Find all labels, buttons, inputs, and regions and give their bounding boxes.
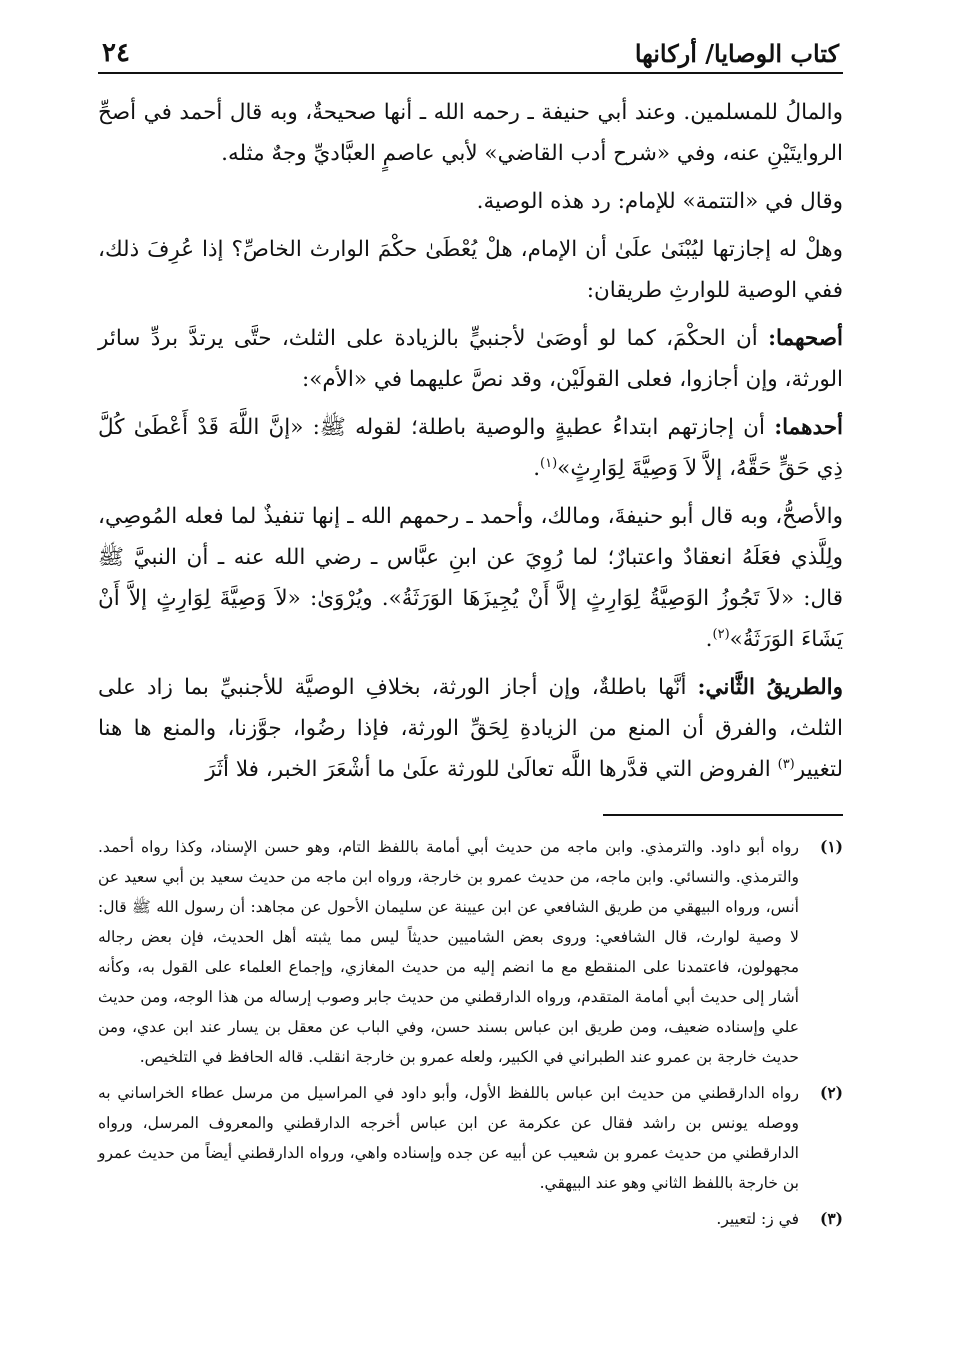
footnote-divider xyxy=(603,814,843,816)
footnote-text: رواه الدارقطني من حديث ابن عباس باللفظ الأول، وأبو داود في المراسيل من مرسل عطاء الخراساني به ووصله يونس بن راشد فقال عن عكرمة عن ابن عباس أخرجه الدارقطني والمعروف المرسل، ورواه الدارقطني من حديث عمرو بن شعيب عن أبيه عن جده وإسناده واهي، ورواه الدارقطني أيضاً من حديث عمرو بن خارجة باللفظ الثاني وهو عند البيهقي. xyxy=(98,1084,799,1192)
footnote-number: (٢) xyxy=(819,1083,843,1102)
paragraph-lead: والطريقُ الثَّاني: xyxy=(697,675,843,700)
paragraph-lead: أحدهما: xyxy=(774,415,843,440)
footnote-ref[interactable]: (١) xyxy=(540,455,558,471)
paragraph-tail: الفروض التي قدَّرها اللَّه تعالَىٰ للورثة علَىٰ ما أشْعَرَ الخبر، فلا أثَرَ xyxy=(205,757,778,782)
paragraph xyxy=(98,318,843,400)
paragraph xyxy=(98,407,843,489)
main-text xyxy=(98,92,843,790)
paragraph-text: أن الحكْمَ، كما لو أوصَىٰ لأجنبيٍّ بالزيادة على الثلث، حتَّى يرتدَّ بردِّ سائر الورثة، وإن أجازوا، فعلى القولَيْن، وقد نصَّ عليهما في «الأم»: xyxy=(98,326,843,392)
footnote-text: رواه أبو داود. والترمذي. وابن ماجه من حديث أبي أمامة باللفظ التام، وهو حسن الإسناد، وكذا رواه أحمد. والترمذي. والنسائي. وابن ماجه، من حديث عمرو بن خارجة، ورواه ابن ماجه من حديث سعيد بن أبي سعيد عن أنس، ورواه البيهقي من طريق الشافعي عن ابن عيينة عن سليمان الأحول عن مجاهد: أن رسول الله ﷺ قال: لا وصية لوارث، قال الشافعي: وروى بعض الشاميين حديثاً ليس مما يثبته أهل الحديث، فإن بعض رجاله مجهولون، فاعتمدنا على المنقطع مع ما انضم إليه من حديث المغازي، وإجماع العلماء على القول به، وكأنه أشار إلى حديث أبي أمامة المتقدم، ورواه الدارقطني من حديث جابر وصوب إرساله من هذا الوجه، ومن حديث علي وإسناده ضعيف، ومن طريق ابن عباس بسند حسن، وفي الباب عن معقل بن يسار عند ابن عدي، ومن حديث خارجة بن عمرو عند الطبراني في الكبير، ولعله عمرو بن خارجة انقلب. قاله الحافظ في التلخيص. xyxy=(98,838,799,1066)
page-number: ٢٤ xyxy=(102,38,130,68)
page-header xyxy=(98,30,843,74)
footnote xyxy=(98,1078,843,1198)
footnote xyxy=(98,832,843,1072)
paragraph-text: وهلْ له إجازتها ليُبْنَىٰ علَىٰ أن الإمام، هلْ يُعْطَىٰ حكْمَ الوارث الخاصِّ؟ إذا عُرِفَ ذلك، ففي الوصية للوارثِ طريقان: xyxy=(98,237,843,303)
paragraph-text: أن إجازتهم ابتداءُ عطيةٍ والوصية باطلة؛ لقوله ﷺ: «إنَّ اللَّهَ قَدْ أَعْطَىٰ كُلَّ ذِي حَقٍّ حَقَّهُ، إلاَّ لاَ وَصِيَّةَ لِوَارِثٍ» xyxy=(98,415,843,481)
paragraph-text: والمالُ للمسلمين. وعند أبي حنيفة ـ رحمه الله ـ أنها صحيحةٌ، وبه قال أحمد في أصحِّ الروايتَيْنِ عنه، وفي «شرح أدب القاضي» لأبي عاصمٍ العبَّاديِّ وجهٌ مثله. xyxy=(98,100,843,166)
footnote xyxy=(98,1204,843,1234)
paragraph-text: وقال في «التتمة» للإمام: رد هذه الوصية. xyxy=(476,189,843,214)
paragraph-text: والأصحُّ، وبه قال أبو حنيفةَ، ومالك، وأحمد ـ رحمهم الله ـ إنها تنفيذٌ لما فعله المُوصِي، ولِلَّذي فعَلَهُ انعقادٌ واعتبارٌ؛ لما رُوِيَ عن ابنِ عبَّاس ـ رضي الله عنه ـ أن النبيَّ ﷺ قال: «لاَ تَجُوزُ الوَصِيَّةُ لِوَارِثٍ إلاَّ أَنْ يُجِيزَهَا الوَرَثَةُ». ويُرْوَىٰ: «لاَ وَصِيَّةَ لِوَارِثٍ إلاَّ أَنْ يَشَاءَ الوَرَثَةُ» xyxy=(98,504,843,652)
paragraph-lead: أصحهما: xyxy=(768,326,843,351)
footnotes xyxy=(98,832,843,1234)
paragraph xyxy=(98,92,843,174)
paragraph-tail: . xyxy=(705,627,713,652)
paragraph-tail: . xyxy=(533,456,541,481)
footnote-ref[interactable]: (٣) xyxy=(777,756,795,772)
paragraph xyxy=(98,667,843,790)
footnote-number: (٣) xyxy=(819,1209,843,1228)
paragraph xyxy=(98,229,843,311)
paragraph xyxy=(98,181,843,222)
footnote-number: (١) xyxy=(819,837,843,856)
paragraph xyxy=(98,496,843,660)
footnote-ref[interactable]: (٢) xyxy=(712,626,730,642)
paragraph-text: أنَّها باطلةٌ، وإن أجاز الورثة، بخلافِ الوصيَّة للأجنبيِّ بما زاد على الثلث، والفرق أن المنع من الزيادةِ لِحَقِّ الورثة، فإذا رضُوا، جوَّزنا، والمنع ها هنا لتغيير xyxy=(98,675,843,782)
footnote-text: في ز: لتعيير. xyxy=(716,1210,799,1228)
running-title: كتاب الوصايا/ أركانها xyxy=(634,39,839,68)
